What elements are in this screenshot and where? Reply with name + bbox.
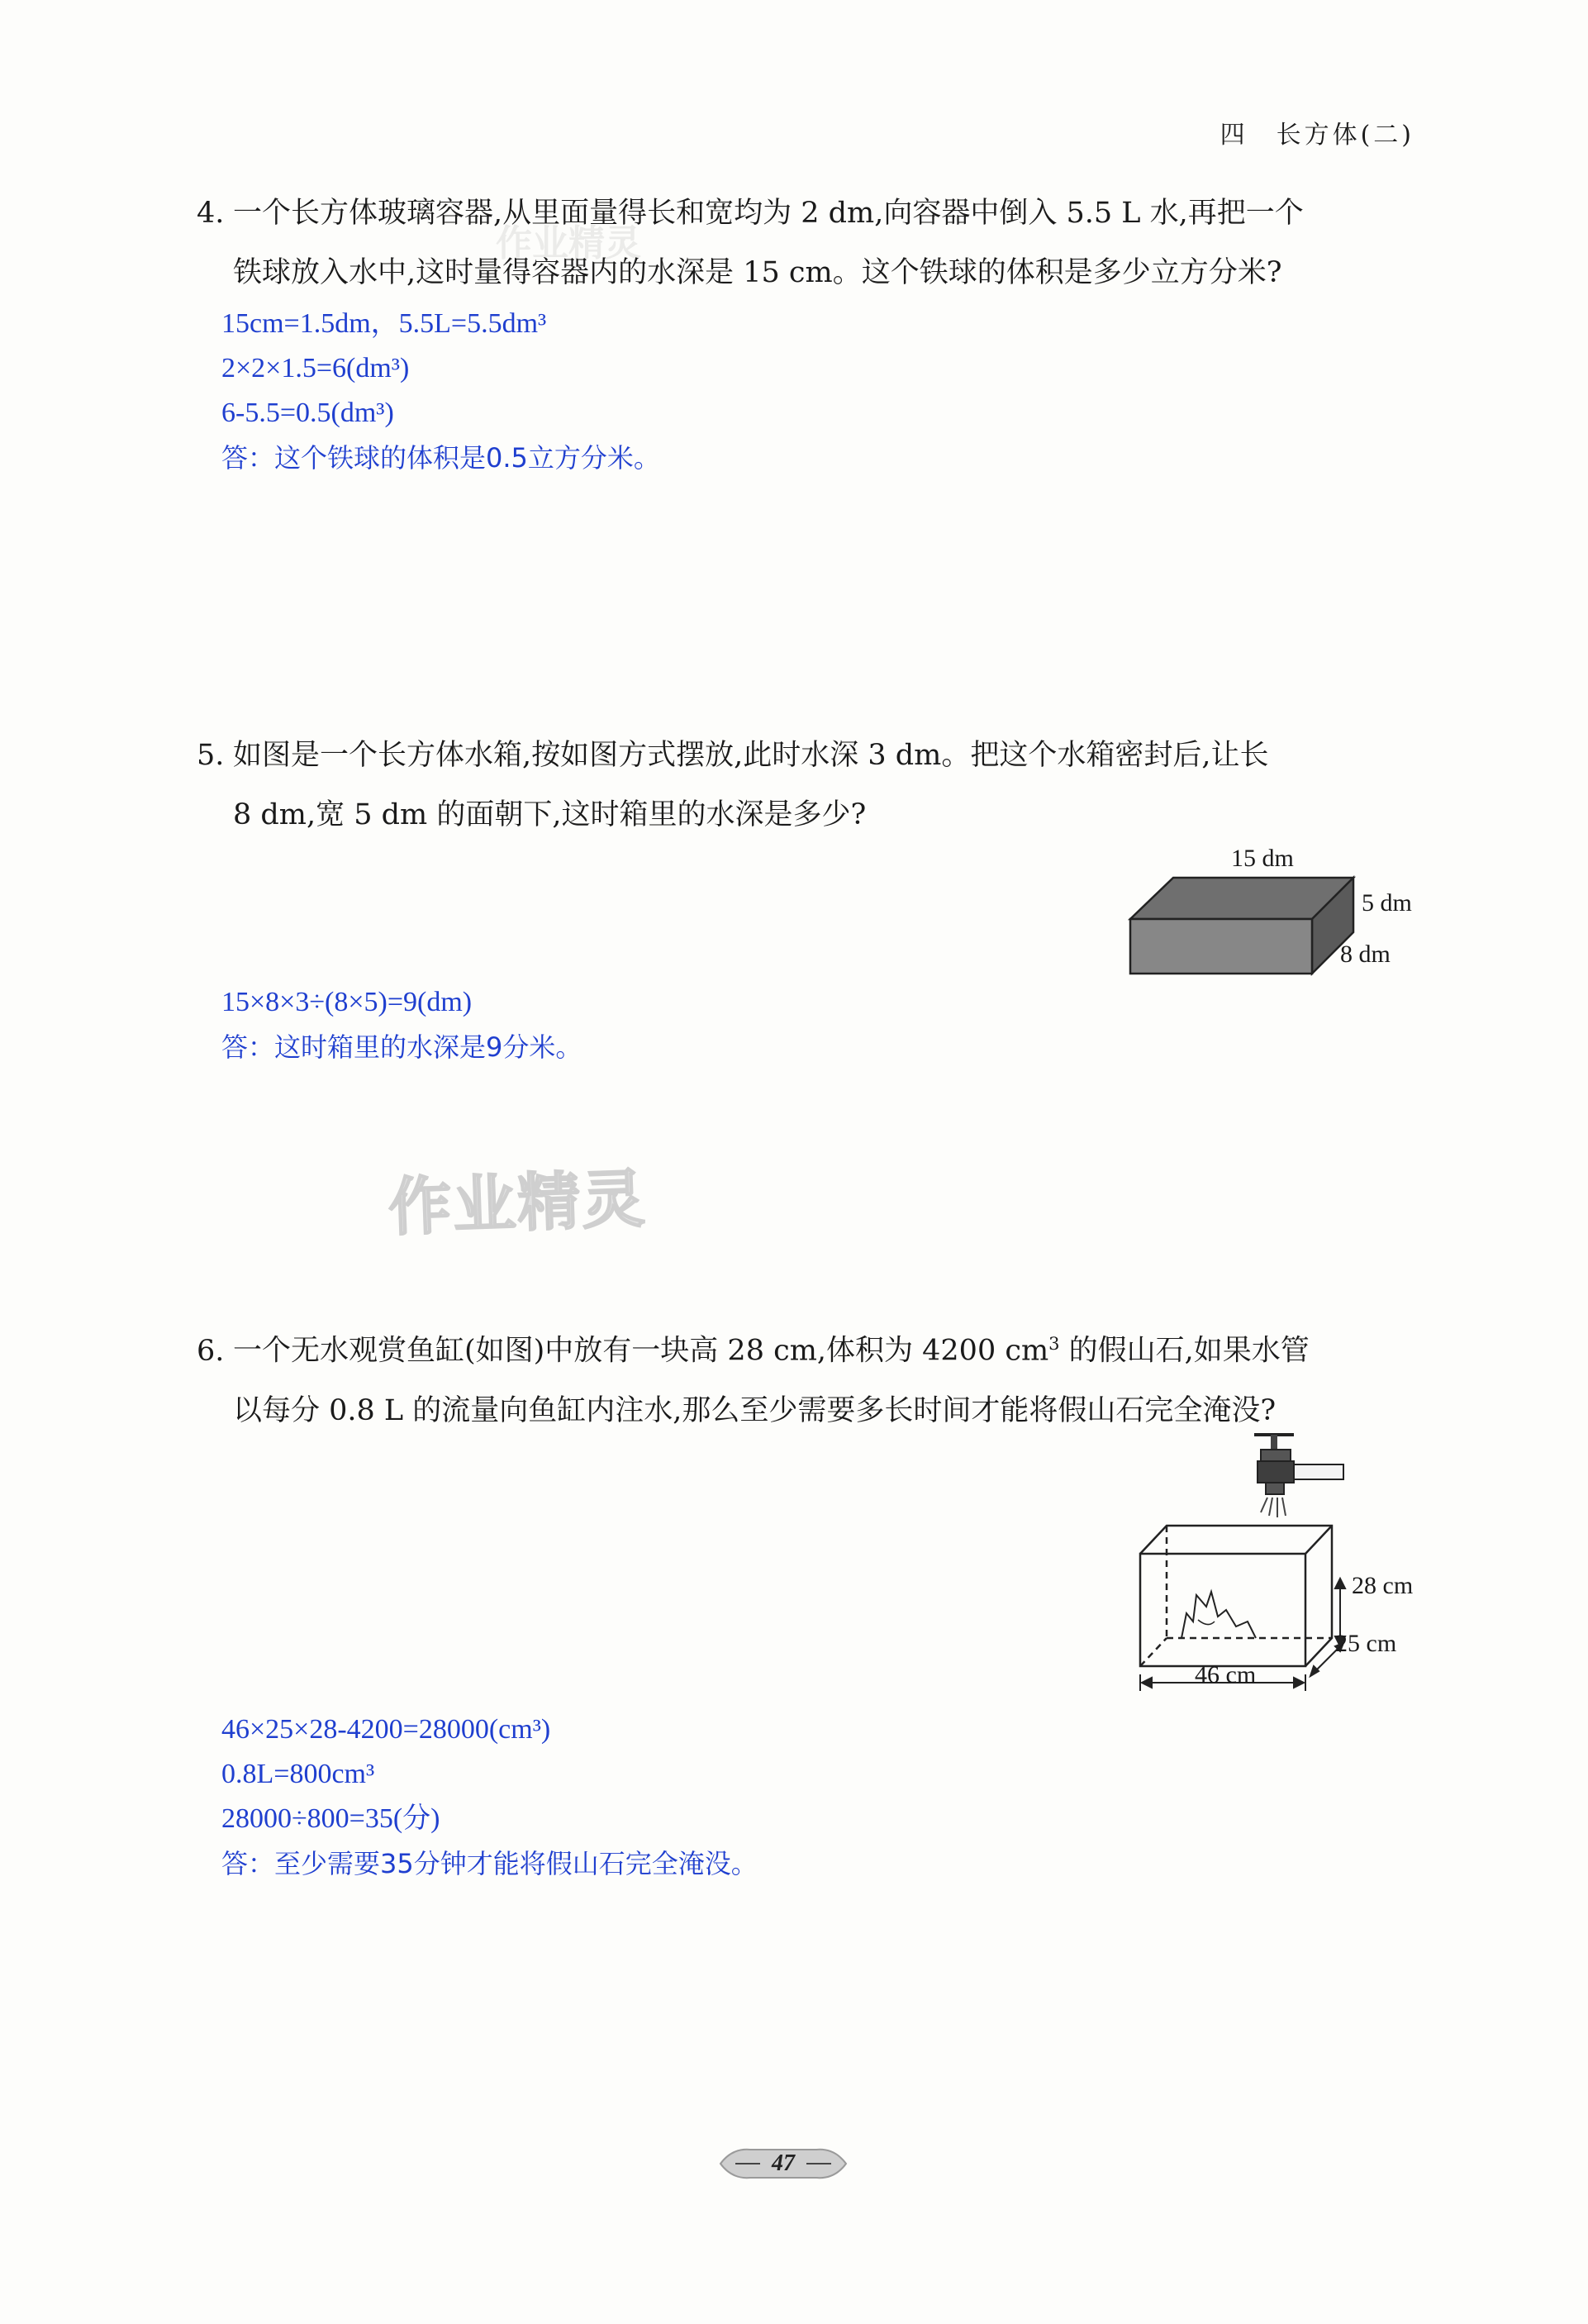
superscript: 3 — [1048, 1334, 1060, 1354]
fish-tank-width-label: 25 cm — [1335, 1630, 1397, 1657]
answer-6 — [221, 1707, 758, 1886]
problem-number: 5. — [197, 739, 225, 772]
answer-line: 46×25×28-4200=28000(cm³) — [221, 1714, 551, 1745]
answer-conclusion: 答：这个铁球的体积是0.5立方分米。 — [221, 442, 660, 474]
problem-text: 一个长方体玻璃容器,从里面量得长和宽均为 2 dm,向容器中倒入 5.5 L 水,再把一个 — [233, 197, 1304, 230]
problem-6 — [197, 1314, 1436, 1441]
watermark-faint: 作业精灵 — [496, 222, 641, 264]
fish-tank-length-label: 46 cm — [1195, 1661, 1257, 1688]
tank-length-label: 15 dm — [1231, 845, 1294, 872]
problem-number: 4. — [197, 197, 225, 230]
problem-text: 的假山石,如果水管 — [1059, 1334, 1310, 1368]
answer-conclusion: 答：这时箱里的水深是9分米。 — [221, 1031, 582, 1063]
problem-5 — [197, 726, 1436, 845]
water-tank-figure — [1115, 835, 1462, 983]
watermark: 作业精灵 — [387, 1161, 648, 1245]
problem-number: 6. — [197, 1334, 225, 1368]
fish-tank-icon — [1140, 1526, 1332, 1666]
answer-line: 15×8×3÷(8×5)=9(dm) — [221, 987, 473, 1017]
problem-text: 以每分 0.8 L 的流量向鱼缸内注水,那么至少需要多长时间才能将假山石完全淹没? — [233, 1393, 1277, 1427]
tank-height-label: 5 dm — [1362, 889, 1412, 917]
problem-text: 铁球放入水中,这时量得容器内的水深是 15 cm。这个铁球的体积是多少立方分米? — [233, 256, 1282, 289]
answer-line: 0.8L=800cm³ — [221, 1759, 375, 1789]
answer-4 — [221, 302, 660, 480]
faucet-icon — [1254, 1435, 1343, 1517]
fish-tank-height-label: 28 cm — [1352, 1572, 1414, 1599]
fish-tank-figure — [1132, 1430, 1446, 1703]
problem-text: 8 dm,宽 5 dm 的面朝下,这时箱里的水深是多少? — [233, 798, 867, 831]
answer-line: 6-5.5=0.5(dm³) — [221, 398, 394, 428]
page-number: 47 — [772, 2150, 795, 2176]
answer-conclusion: 答：至少需要35分钟才能将假山石完全淹没。 — [221, 1848, 758, 1879]
page-number-badge — [717, 2143, 849, 2184]
answer-5 — [221, 980, 582, 1069]
answer-line: 2×2×1.5=6(dm³) — [221, 353, 410, 383]
problem-4 — [197, 183, 1436, 302]
problem-text: 如图是一个长方体水箱,按如图方式摆放,此时水深 3 dm。把这个水箱密封后,让长 — [233, 739, 1269, 772]
problem-text: 一个无水观赏鱼缸(如图)中放有一块高 28 cm,体积为 4200 cm — [233, 1334, 1049, 1368]
answer-line: 28000÷800=35(分) — [221, 1803, 440, 1834]
chapter-header: 四 长方体(二) — [1220, 121, 1414, 150]
answer-line: 15cm=1.5dm，5.5L=5.5dm³ — [221, 308, 547, 339]
tank-width-label: 8 dm — [1340, 941, 1391, 968]
